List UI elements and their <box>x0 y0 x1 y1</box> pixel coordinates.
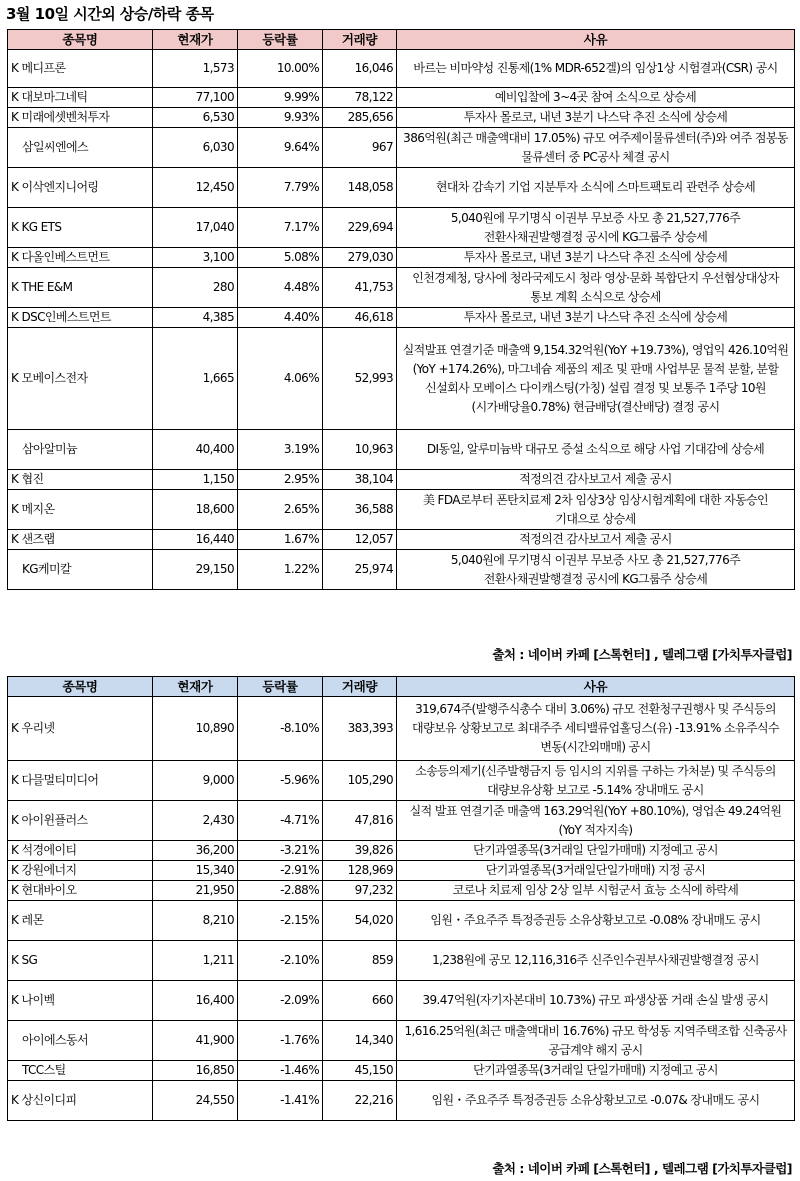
change-rate: -3.21% <box>238 841 323 861</box>
current-price: 6,530 <box>153 108 238 128</box>
header-price: 현재가 <box>153 677 238 697</box>
current-price: 36,200 <box>153 841 238 861</box>
reason-text: 현대차 감속기 기업 지분투자 소식에 스마트팩토리 관련주 상승세 <box>397 168 795 208</box>
trade-volume: 38,104 <box>323 470 397 490</box>
trade-volume: 967 <box>323 128 397 168</box>
table-row <box>8 168 795 208</box>
header-price: 현재가 <box>153 30 238 50</box>
change-rate: -8.10% <box>238 697 323 761</box>
reason-text: 적정의견 감사보고서 제출 공시 <box>397 530 795 550</box>
trade-volume: 22,216 <box>323 1081 397 1121</box>
stock-name: 삼아알미늄 <box>8 430 153 470</box>
reason-text: 5,040원에 무기명식 이권부 무보증 사모 총 21,527,776주 전환사채권발행결정 공시에 KG그룹주 상승세 <box>397 208 795 248</box>
table-row <box>8 308 795 328</box>
table-row <box>8 901 795 941</box>
reason-text: 적정의견 감사보고서 제출 공시 <box>397 470 795 490</box>
change-rate: 5.08% <box>238 248 323 268</box>
stock-name: K 강원에너지 <box>8 861 153 881</box>
stock-name: TCC스틸 <box>8 1061 153 1081</box>
page-title: 3월 10일 시간외 상승/하락 종목 <box>6 5 214 23</box>
reason-text: 5,040원에 무기명식 이권부 무보증 사모 총 21,527,776주 전환사채권발행결정 공시에 KG그룹주 상승세 <box>397 550 795 590</box>
reason-text: 1,616.25억원(최근 매출액대비 16.76%) 규모 학성동 지역주택조합 신축공사 공급계약 해지 공시 <box>397 1021 795 1061</box>
falling-table-header <box>8 677 795 697</box>
change-rate: -2.15% <box>238 901 323 941</box>
rising-table-header <box>8 30 795 50</box>
change-rate: 9.64% <box>238 128 323 168</box>
stock-name: K 아이윈플러스 <box>8 801 153 841</box>
current-price: 77,100 <box>153 88 238 108</box>
header-reason: 사유 <box>397 677 795 697</box>
stock-name: K THE E&M <box>8 268 153 308</box>
reason-text: 투자사 몰로코, 내년 3분기 나스닥 추진 소식에 상승세 <box>397 248 795 268</box>
change-rate: 9.93% <box>238 108 323 128</box>
current-price: 17,040 <box>153 208 238 248</box>
falling-table-body <box>8 697 795 1121</box>
change-rate: -2.88% <box>238 881 323 901</box>
current-price: 21,950 <box>153 881 238 901</box>
change-rate: -1.46% <box>238 1061 323 1081</box>
table-row <box>8 981 795 1021</box>
table-row <box>8 861 795 881</box>
header-name: 종목명 <box>8 30 153 50</box>
change-rate: -1.76% <box>238 1021 323 1061</box>
trade-volume: 12,057 <box>323 530 397 550</box>
current-price: 12,450 <box>153 168 238 208</box>
trade-volume: 660 <box>323 981 397 1021</box>
header-reason: 사유 <box>397 30 795 50</box>
current-price: 16,400 <box>153 981 238 1021</box>
trade-volume: 105,290 <box>323 761 397 801</box>
change-rate: 1.22% <box>238 550 323 590</box>
table-row <box>8 941 795 981</box>
stock-name: K 메지온 <box>8 490 153 530</box>
stock-name: K 다올인베스트먼트 <box>8 248 153 268</box>
table-row <box>8 881 795 901</box>
table-row <box>8 208 795 248</box>
change-rate: -5.96% <box>238 761 323 801</box>
trade-volume: 14,340 <box>323 1021 397 1061</box>
table-row <box>8 530 795 550</box>
stock-name: K 미래에셋벤처투자 <box>8 108 153 128</box>
stock-name: K 샌즈랩 <box>8 530 153 550</box>
stock-name: K 상신이디피 <box>8 1081 153 1121</box>
reason-text: 단기과열종목(3거래일단일가매매) 지정 공시 <box>397 861 795 881</box>
trade-volume: 16,046 <box>323 50 397 88</box>
table-row <box>8 430 795 470</box>
stock-name: 삼일씨엔에스 <box>8 128 153 168</box>
table-row <box>8 801 795 841</box>
reason-text: 1,238원에 공모 12,116,316주 신주인수권부사채권발행결정 공시 <box>397 941 795 981</box>
current-price: 41,900 <box>153 1021 238 1061</box>
reason-text: 386억원(최근 매출액대비 17.05%) 규모 여주제이물류센터(주)와 여주 점봉동 물류센터 중 PC공사 체결 공시 <box>397 128 795 168</box>
trade-volume: 148,058 <box>323 168 397 208</box>
change-rate: 4.06% <box>238 328 323 430</box>
reason-text: 단기과열종목(3거래일 단일가매매) 지정예고 공시 <box>397 841 795 861</box>
change-rate: 7.17% <box>238 208 323 248</box>
reason-text: 예비입찰에 3~4곳 참여 소식으로 상승세 <box>397 88 795 108</box>
stock-name: K 우리넷 <box>8 697 153 761</box>
trade-volume: 78,122 <box>323 88 397 108</box>
trade-volume: 383,393 <box>323 697 397 761</box>
trade-volume: 859 <box>323 941 397 981</box>
trade-volume: 36,588 <box>323 490 397 530</box>
header-name: 종목명 <box>8 677 153 697</box>
current-price: 1,573 <box>153 50 238 88</box>
change-rate: 1.67% <box>238 530 323 550</box>
header-volume: 거래량 <box>323 677 397 697</box>
change-rate: -2.09% <box>238 981 323 1021</box>
change-rate: 9.99% <box>238 88 323 108</box>
change-rate: -2.10% <box>238 941 323 981</box>
stock-name: K 메디프론 <box>8 50 153 88</box>
reason-text: 바르는 비마약성 진통제(1% MDR-652겔)의 임상1상 시험결과(CSR) 공시 <box>397 50 795 88</box>
header-change: 등락률 <box>238 677 323 697</box>
table-row <box>8 490 795 530</box>
rising-stocks-table <box>7 29 795 590</box>
stock-name: 아이에스동서 <box>8 1021 153 1061</box>
reason-text: 인천경제청, 당사에 청라국제도시 청라 영상·문화 복합단지 우선협상대상자 통보 계획 소식으로 상승세 <box>397 268 795 308</box>
stock-name: K 협진 <box>8 470 153 490</box>
trade-volume: 279,030 <box>323 248 397 268</box>
trade-volume: 52,993 <box>323 328 397 430</box>
table-row <box>8 841 795 861</box>
reason-text: 투자사 몰로코, 내년 3분기 나스닥 추진 소식에 상승세 <box>397 108 795 128</box>
current-price: 18,600 <box>153 490 238 530</box>
table-row <box>8 1081 795 1121</box>
stock-name: K 레몬 <box>8 901 153 941</box>
reason-text: 실적발표 연결기준 매출액 9,154.32억원(YoY +19.73%), 영업익 426.10억원(YoY +174.26%), 마그네슘 제품의 제조 및 판매 사업부문 물적 분할, 분할 신설회사 모베이스 다이캐스팅(가칭) 설립 결정 및 보통주 1주당 10원(시가배당율0.78%) 현금배당(결산배당) 결정 공시 <box>397 328 795 430</box>
table-row <box>8 470 795 490</box>
reason-text: DI동일, 알루미늄박 대규모 증설 소식으로 해당 사업 기대감에 상승세 <box>397 430 795 470</box>
trade-volume: 47,816 <box>323 801 397 841</box>
current-price: 3,100 <box>153 248 238 268</box>
trade-volume: 41,753 <box>323 268 397 308</box>
current-price: 280 <box>153 268 238 308</box>
trade-volume: 46,618 <box>323 308 397 328</box>
reason-text: 투자사 몰로코, 내년 3분기 나스닥 추진 소식에 상승세 <box>397 308 795 328</box>
stock-name: KG케미칼 <box>8 550 153 590</box>
change-rate: 7.79% <box>238 168 323 208</box>
current-price: 9,000 <box>153 761 238 801</box>
reason-text: 39.47억원(자기자본대비 10.73%) 규모 파생상품 거래 손실 발생 공시 <box>397 981 795 1021</box>
change-rate: 4.48% <box>238 268 323 308</box>
current-price: 2,430 <box>153 801 238 841</box>
current-price: 16,440 <box>153 530 238 550</box>
stock-name: K 이삭엔지니어링 <box>8 168 153 208</box>
stock-name: K DSC인베스트먼트 <box>8 308 153 328</box>
reason-text: 실적 발표 연결기준 매출액 163.29억원(YoY +80.10%), 영업손 49.24억원(YoY 적자지속) <box>397 801 795 841</box>
stock-name: K KG ETS <box>8 208 153 248</box>
current-price: 4,385 <box>153 308 238 328</box>
change-rate: -2.91% <box>238 861 323 881</box>
current-price: 1,150 <box>153 470 238 490</box>
stock-name: K 석경에이티 <box>8 841 153 861</box>
current-price: 8,210 <box>153 901 238 941</box>
header-change: 등락률 <box>238 30 323 50</box>
stock-name: K 모베이스전자 <box>8 328 153 430</box>
table-row <box>8 550 795 590</box>
table-row <box>8 248 795 268</box>
current-price: 40,400 <box>153 430 238 470</box>
trade-volume: 229,694 <box>323 208 397 248</box>
table-row <box>8 268 795 308</box>
change-rate: 10.00% <box>238 50 323 88</box>
trade-volume: 97,232 <box>323 881 397 901</box>
stock-name: K SG <box>8 941 153 981</box>
change-rate: 4.40% <box>238 308 323 328</box>
current-price: 1,211 <box>153 941 238 981</box>
table-row <box>8 88 795 108</box>
current-price: 24,550 <box>153 1081 238 1121</box>
rising-table-body <box>8 50 795 590</box>
table-row <box>8 328 795 430</box>
trade-volume: 25,974 <box>323 550 397 590</box>
trade-volume: 128,969 <box>323 861 397 881</box>
trade-volume: 39,826 <box>323 841 397 861</box>
table-row <box>8 1061 795 1081</box>
header-volume: 거래량 <box>323 30 397 50</box>
table-row <box>8 128 795 168</box>
reason-text: 소송등의제기(신주발행금지 등 임시의 지위를 구하는 가처분) 및 주식등의 대량보유상황 보고로 -5.14% 장내매도 공시 <box>397 761 795 801</box>
source-note: 출처 : 네이버 카페 [스톡헌터] , 텔레그램 [가치투자클럽] <box>492 1161 792 1176</box>
table-row <box>8 50 795 88</box>
current-price: 6,030 <box>153 128 238 168</box>
change-rate: -4.71% <box>238 801 323 841</box>
trade-volume: 54,020 <box>323 901 397 941</box>
reason-text: 319,674주(발행주식총수 대비 3.06%) 규모 전환청구권행사 및 주식등의 대량보유 상황보고로 최대주주 세티밸류업홀딩스(유) -13.91% 소유주식수 변동(시간외매매) 공시 <box>397 697 795 761</box>
table-row <box>8 697 795 761</box>
current-price: 16,850 <box>153 1061 238 1081</box>
reason-text: 단기과열종목(3거래일 단일가매매) 지정예고 공시 <box>397 1061 795 1081</box>
stock-name: K 다믈멀티미디어 <box>8 761 153 801</box>
reason-text: 美 FDA로부터 폰탄치료제 2차 임상3상 임상시험계획에 대한 자동승인 기대으로 상승세 <box>397 490 795 530</box>
table-row <box>8 761 795 801</box>
stock-name: K 대보마그네틱 <box>8 88 153 108</box>
trade-volume: 10,963 <box>323 430 397 470</box>
change-rate: 3.19% <box>238 430 323 470</box>
current-price: 1,665 <box>153 328 238 430</box>
source-note: 출처 : 네이버 카페 [스톡헌터] , 텔레그램 [가치투자클럽] <box>492 647 792 662</box>
trade-volume: 45,150 <box>323 1061 397 1081</box>
falling-stocks-table <box>7 676 795 1121</box>
change-rate: 2.95% <box>238 470 323 490</box>
trade-volume: 285,656 <box>323 108 397 128</box>
table-row <box>8 108 795 128</box>
current-price: 10,890 <box>153 697 238 761</box>
reason-text: 임원・주요주주 특정증권등 소유상황보고로 -0.08% 장내매도 공시 <box>397 901 795 941</box>
current-price: 15,340 <box>153 861 238 881</box>
change-rate: -1.41% <box>238 1081 323 1121</box>
current-price: 29,150 <box>153 550 238 590</box>
reason-text: 코로나 치료제 임상 2상 일부 시험군서 효능 소식에 하락세 <box>397 881 795 901</box>
stock-name: K 나이벡 <box>8 981 153 1021</box>
reason-text: 임원・주요주주 특정증권등 소유상황보고로 -0.07& 장내매도 공시 <box>397 1081 795 1121</box>
stock-name: K 현대바이오 <box>8 881 153 901</box>
table-row <box>8 1021 795 1061</box>
change-rate: 2.65% <box>238 490 323 530</box>
